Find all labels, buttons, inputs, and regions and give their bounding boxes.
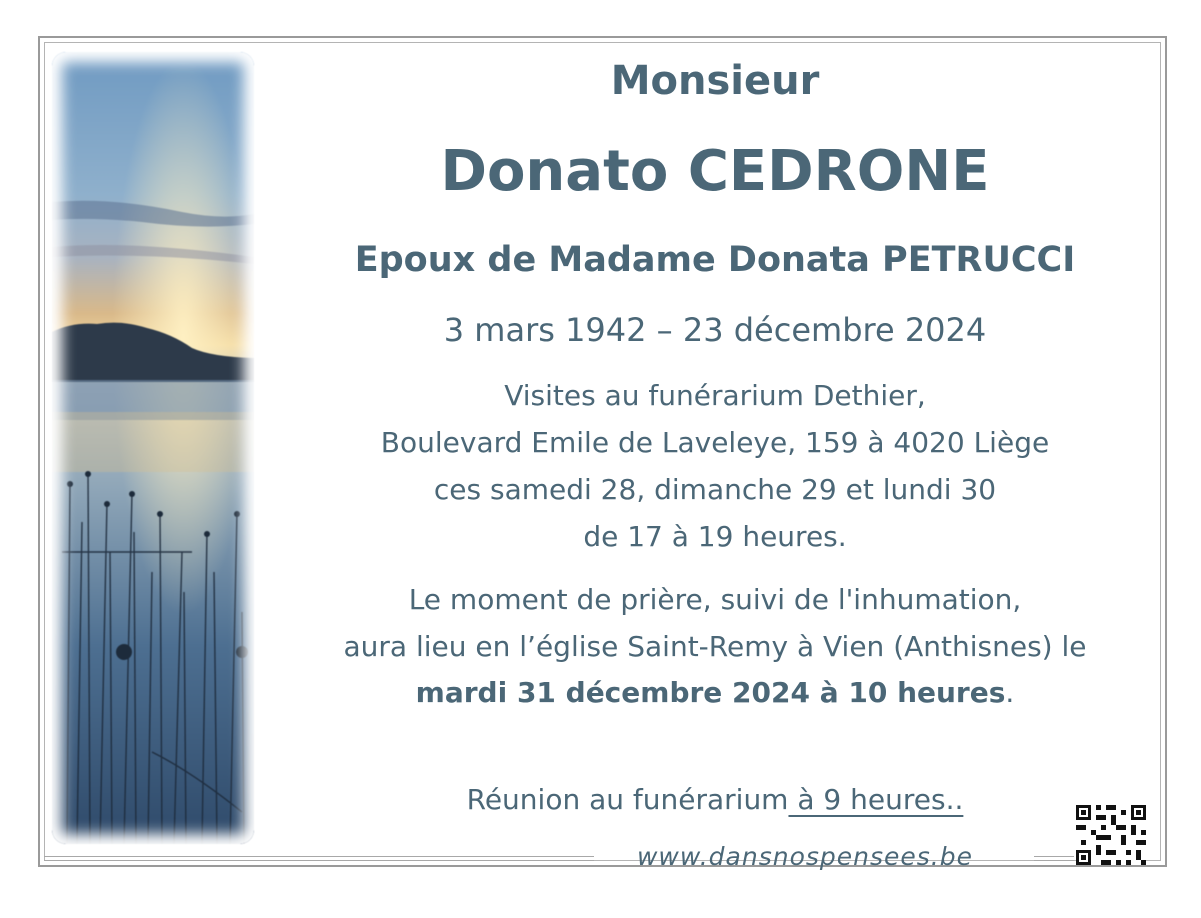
ceremony-date-tail: . (1005, 676, 1015, 709)
deceased-name: Donato CEDRONE (440, 139, 990, 204)
reunion-time: à 9 heures.. (788, 783, 964, 816)
qr-code-icon (1076, 804, 1146, 866)
footer-rule-left (44, 856, 594, 861)
ceremony-line-1: Le moment de prière, suivi de l'inhumation, (408, 583, 1022, 616)
life-dates: 3 mars 1942 – 23 décembre 2024 (443, 311, 987, 349)
visits-line-3: ces samedi 28, dimanche 29 et lundi 30 (433, 473, 997, 506)
reunion-line (280, 783, 1150, 816)
visits-line-2: Boulevard Emile de Laveleye, 159 à 4020 Liège (380, 426, 1050, 459)
spouse-line: Epoux de Madame Donata PETRUCCI (354, 240, 1076, 280)
ceremony-line-2: aura lieu en l’église Saint-Remy à Vien (Anthisnes) le (343, 630, 1087, 663)
lake-sunset-photo (52, 52, 254, 844)
reunion-prefix: Réunion au funérarium (466, 783, 789, 816)
ceremony-date-line (280, 676, 1150, 709)
honorific: Monsieur (610, 58, 820, 104)
visits-line-4: de 17 à 19 heures. (583, 520, 847, 553)
website-link[interactable]: www.dansnospensees.be (636, 842, 973, 871)
footer-rule-right (1034, 856, 1074, 861)
visits-line-1: Visites au funérarium Dethier, (504, 379, 926, 412)
ceremony-date: mardi 31 décembre 2024 à 10 heures (415, 676, 1006, 709)
